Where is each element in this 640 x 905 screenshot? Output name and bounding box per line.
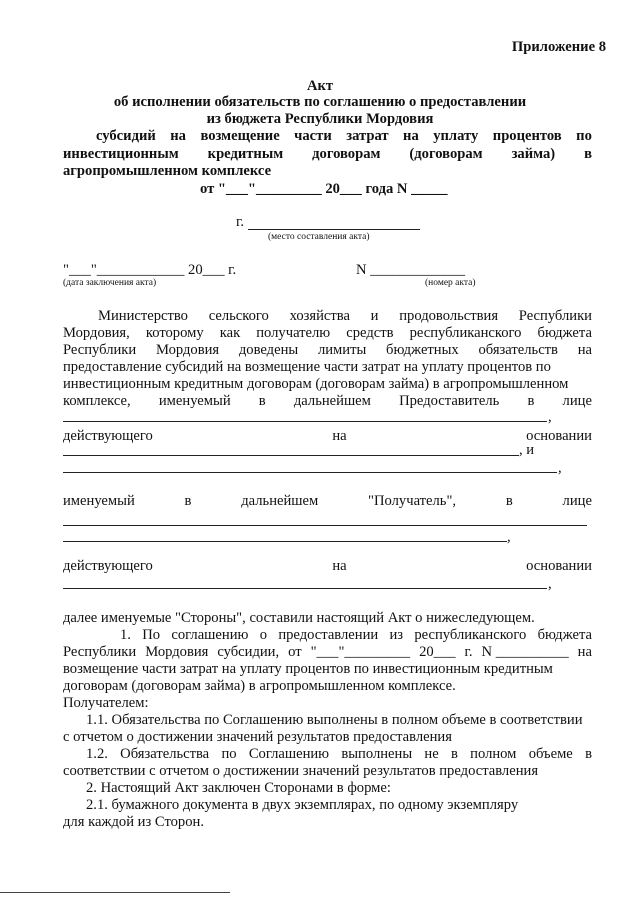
- footnote-separator: [0, 892, 230, 893]
- named-recipient-line: именуемый в дальнейшем "Получатель", в лице: [63, 493, 592, 509]
- para1-line6: комплексе, именуемый в дальнейшем Предоставитель в лице: [63, 393, 592, 409]
- recipient-heading: Получателем:: [63, 695, 149, 711]
- subsidy-line-1: субсидий на возмещение части затрат на уплату процентов по: [96, 128, 592, 144]
- para1-line2: Мордовия, которому как получателю средств республиканского бюджета: [63, 325, 592, 341]
- act-title: Акт: [306, 78, 334, 94]
- item12-line2: соответствии с отчетом о достижении значений результатов предоставления: [63, 763, 539, 779]
- para1-line3: Республики Мордовия доведены лимиты бюджетных обязательств на: [63, 342, 592, 358]
- act-subtitle: об исполнении обязательств по соглашению о предоставлении: [113, 94, 527, 110]
- item1-line3: возмещение части затрат на уплату процентов по инвестиционным кредитным: [63, 661, 553, 677]
- recipient-basis-line[interactable]: [63, 588, 547, 589]
- recipient-name-line[interactable]: [63, 472, 557, 473]
- annex-label: Приложение 8: [511, 39, 606, 55]
- item1-line2: Республики Мордовия субсидии, от "___"_________ 20___ г. N __________ на: [63, 644, 592, 660]
- comma-2: ,: [558, 460, 562, 476]
- provider-basis-line[interactable]: [63, 455, 519, 456]
- and-text: , и: [519, 442, 535, 458]
- item12-line1: 1.2. Обязательства по Соглашению выполнены не в полном объеме в: [86, 746, 592, 762]
- recipient-person-line[interactable]: [63, 525, 587, 526]
- provider-name-line[interactable]: [63, 421, 547, 422]
- hereinafter-text: далее именуемые "Стороны", составили настоящий Акт о нижеследующем.: [63, 610, 535, 626]
- place-prefix: г.: [236, 214, 244, 230]
- acting-line-2: действующего на основании: [63, 558, 592, 574]
- place-input-line[interactable]: [248, 229, 420, 230]
- item11-line2: с отчетом о достижении значений результатов предоставления: [63, 729, 452, 745]
- item21-line2: для каждой из Сторон.: [63, 814, 204, 830]
- item11-line1: 1.1. Обязательства по Соглашению выполнены в полном объеме в соответствии: [86, 712, 583, 728]
- conclusion-date: "___"____________ 20___ г.: [63, 262, 237, 278]
- act-number-caption: (номер акта): [425, 278, 476, 288]
- para1-line4: предоставление субсидий на возмещение части затрат на уплату процентов по: [63, 359, 551, 375]
- act-number: N _____________: [356, 262, 466, 278]
- place-caption: (место составления акта): [268, 232, 370, 242]
- item21-line1: 2.1. бумажного документа в двух экземплярах, по одному экземпляру: [86, 797, 519, 813]
- act-date-line: от "___"_________ 20___ года N _____: [200, 181, 448, 197]
- comma-1: ,: [548, 409, 552, 425]
- comma-4: ,: [548, 576, 552, 592]
- subsidy-line-2: инвестиционным кредитным договорам (договорам займа) в: [63, 146, 592, 162]
- item1-line4: договорам (договорам займа) в агропромышленном комплексе.: [63, 678, 456, 694]
- para1-line5: инвестиционным кредитным договорам (договорам займа) в агропромышленном: [63, 376, 569, 392]
- act-subtitle-2: из бюджета Республики Мордовия: [206, 111, 434, 127]
- acting-line-1: действующего на основании: [63, 428, 592, 444]
- subsidy-line-3: агропромышленном комплексе: [63, 163, 272, 179]
- item2-line: 2. Настоящий Акт заключен Сторонами в форме:: [86, 780, 391, 796]
- conclusion-date-caption: (дата заключения акта): [63, 278, 157, 288]
- comma-3: ,: [507, 529, 511, 545]
- recipient-person-line-2[interactable]: [63, 541, 507, 542]
- item1-line1: 1. По соглашению о предоставлении из республиканского бюджета: [120, 627, 592, 643]
- para1-line1: Министерство сельского хозяйства и продовольствия Республики: [98, 308, 592, 324]
